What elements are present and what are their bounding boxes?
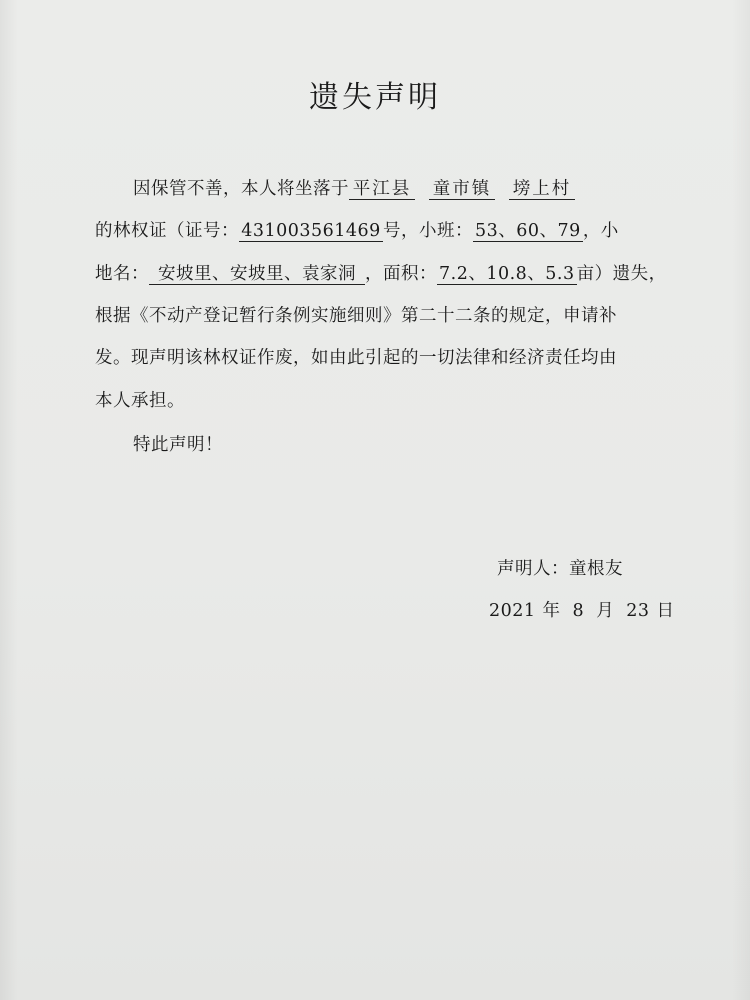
date-year: 2021 [489, 601, 536, 621]
village-field: 塝上村 [509, 179, 575, 200]
bear-text: 本人承担。 [95, 391, 185, 411]
basis-text: 根据《不动产登记暂行条例实施细则》第二十二条的规定，申请补 [95, 306, 617, 326]
paragraph-line-3 [95, 260, 667, 285]
county-field: 平江县 [349, 179, 415, 200]
page-title: 遗失声明 [309, 80, 441, 115]
date-month-unit: 月 [596, 601, 615, 621]
date-month: 8 [572, 601, 585, 621]
intro-text: 因保管不善，本人将坐落于 [133, 179, 349, 199]
mid-text-1: 号，小班： [383, 221, 473, 241]
paragraph-line-1 [133, 175, 575, 200]
declarant-label: 声明人： [497, 559, 569, 579]
date-year-unit: 年 [542, 601, 561, 621]
declarant-name: 童根友 [569, 559, 623, 579]
plots-field: 53、60、79 [475, 221, 581, 241]
area-field: 7.2、10.8、5.3 [439, 264, 575, 284]
reissue-text: 发。现声明该林权证作废，如由此引起的一切法律和经济责任均由 [95, 348, 617, 368]
closing-statement: 特此声明！ [133, 435, 223, 455]
cert-number-field: 431003561469 [239, 221, 383, 242]
town-field: 童市镇 [429, 179, 495, 200]
declaration-date [489, 597, 674, 622]
cert-prefix-text: 的林权证（证号： [95, 221, 239, 241]
paragraph-line-2 [95, 217, 619, 242]
page-shadow-right [732, 0, 750, 1000]
paragraph-line-5 [95, 344, 617, 369]
mid-text-2: ，小 [582, 221, 619, 241]
mid-text-5: 亩）遗失， [576, 264, 667, 284]
paragraph-line-4 [95, 302, 617, 327]
mid-text-3: 地名： [95, 264, 149, 284]
page-shadow-left [0, 0, 18, 1000]
date-day: 23 [626, 601, 650, 621]
paragraph-line-6 [95, 387, 185, 412]
mid-text-4: ，面积： [365, 264, 437, 284]
date-day-unit: 日 [656, 601, 675, 621]
declarant-line [497, 555, 623, 580]
place-names-field: 安坡里、安坡里、袁家洞 [149, 264, 365, 285]
